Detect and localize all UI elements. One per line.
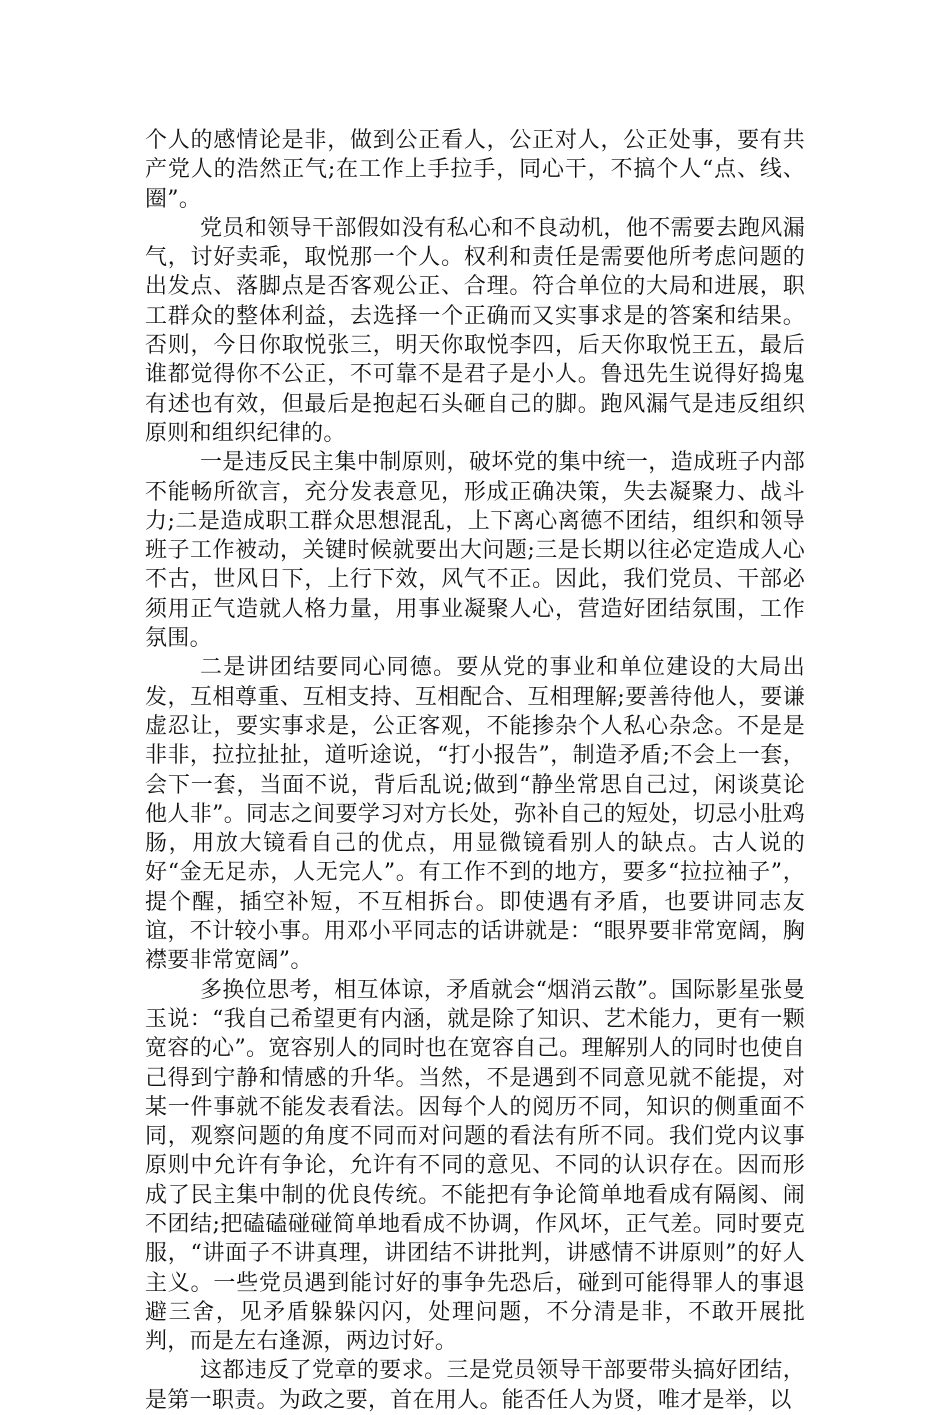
paragraph-6: 这都违反了党章的要求。三是党员领导干部要带头搞好团结，是第一职责。为政之要，首在用人。能否任人为贤，唯才是举，以 bbox=[145, 1358, 805, 1413]
paragraph-5: 多换位思考，相互体谅，矛盾就会“烟消云散”。国际影星张曼玉说：“我自己希望更有内涵，就是除了知识、艺术能力，更有一颗宽容的心”。宽容别人的同时也在宽容自己。理解别人的同时也使自己得到宁静和情感的升华。当然，不是遇到不同意见就不能提，对某一件事就不能发表看法。因每个人的阅历不同，知识的侧重面不同，观察问题的角度不同而对问题的看法有所不同。我们党内议事原则中允许有争论，允许有不同的意见、不同的认识存在。因而形成了民主集中制的优良传统。不能把有争论简单地看成有隔阂、闹不团结;把磕磕碰碰简单地看成不协调，作风坏，正气差。同时要克服，“讲面子不讲真理，讲团结不讲批判，讲感情不讲原则”的好人主义。一些党员遇到能讨好的事争先恐后，碰到可能得罪人的事退避三舍，见矛盾躲躲闪闪，处理问题，不分清是非，不敢开展批判，而是左右逢源，两边讨好。 bbox=[145, 977, 805, 1355]
paragraph-2: 党员和领导干部假如没有私心和不良动机，他不需要去跑风漏气，讨好卖乖，取悦那一个人。权利和责任是需要他所考虑问题的出发点、落脚点是否客观公正、合理。符合单位的大局和进展，职工群众的整体利益，去选择一个正确而又实事求是的答案和结果。否则，今日你取悦张三，明天你取悦李四，后天你取悦王五，最后谁都觉得你不公正，不可靠不是君子是小人。鲁迅先生说得好捣鬼有述也有效，但最后是抱起石头砸自己的脚。跑风漏气是违反组织原则和组织纪律的。 bbox=[145, 215, 805, 446]
paragraph-1: 个人的感情论是非，做到公正看人，公正对人，公正处事，要有共产党人的浩然正气;在工作上手拉手，同心干，不搞个人“点、线、圈”。 bbox=[145, 128, 805, 212]
paragraph-4: 二是讲团结要同心同德。要从党的事业和单位建设的大局出发，互相尊重、互相支持、互相配合、互相理解;要善待他人，要谦虚忍让，要实事求是，公正客观，不能掺杂个人私心杂念。不是是非非，拉拉扯扯，道听途说，“打小报告”，制造矛盾;不会上一套，会下一套，当面不说，背后乱说;做到“静坐常思自己过，闲谈莫论他人非”。同志之间要学习对方长处，弥补自己的短处，切忌小肚鸡肠，用放大镜看自己的优点，用显微镜看别人的缺点。古人说的好“金无足赤，人无完人”。有工作不到的地方，要多“拉拉袖子”，提个醒，插空补短，不互相拆台。即使遇有矛盾，也要讲同志友谊，不计较小事。用邓小平同志的话讲就是：“眼界要非常宽阔，胸襟要非常宽阔”。 bbox=[145, 655, 805, 974]
paragraph-3: 一是违反民主集中制原则，破坏党的集中统一，造成班子内部不能畅所欲言，充分发表意见，形成正确决策，失去凝聚力、战斗力;二是造成职工群众思想混乱，上下离心离德不团结，组织和领导班子工作被动，关键时候就要出大问题;三是长期以往必定造成人心不古，世风日下，上行下效，风气不正。因此，我们党员、干部必须用正气造就人格力量，用事业凝聚人心，营造好团结氛围，工作氛围。 bbox=[145, 450, 805, 652]
document-body bbox=[145, 126, 805, 1415]
